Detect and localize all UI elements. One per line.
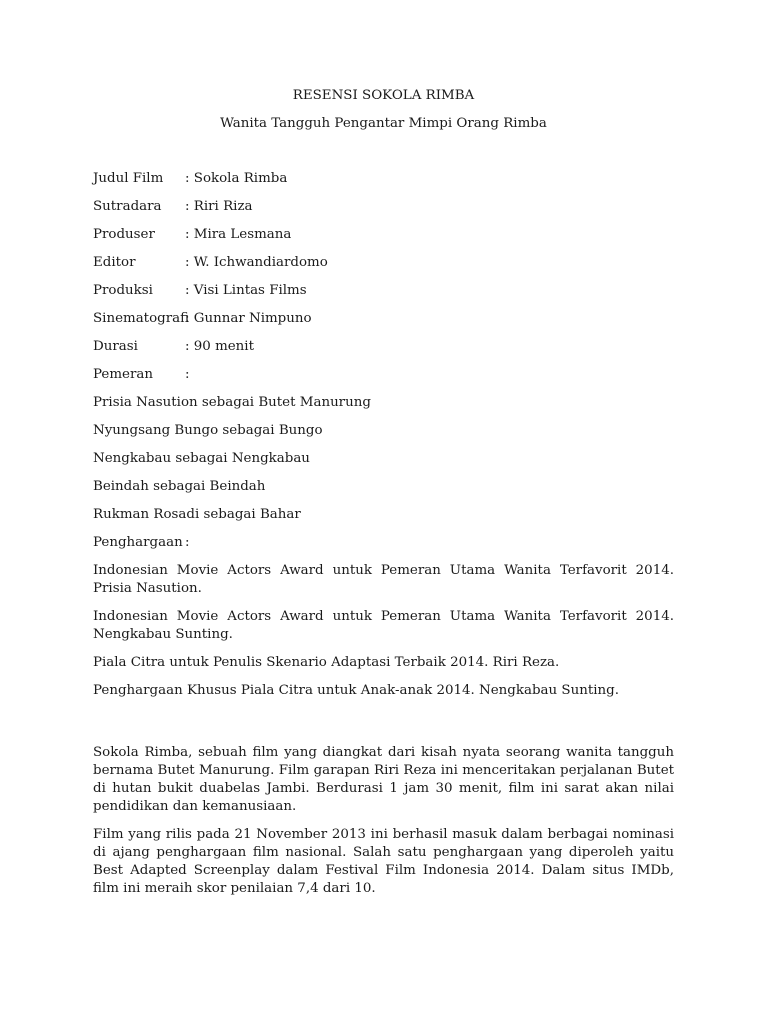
awards-label: Penghargaan (93, 535, 183, 550)
info-key: Sutradara (93, 199, 162, 214)
cast-item: Beindah sebagai Beindah (93, 479, 266, 494)
info-value: : Sokola Rimba (185, 171, 288, 186)
info-key: Pemeran (93, 367, 153, 382)
info-key: Sinematografi (93, 311, 190, 326)
review-body (93, 744, 674, 898)
body-paragraph: Film yang rilis pada 21 November 2013 ini berhasil masuk dalam berbagai nominasi di ajang penghargaan film nasional. Salah satu penghargaan yang diperoleh yaitu Best Adapted Screenplay dalam Festival Film Indonesia 2014. Dalam situs IMDb, film ini meraih skor penilaian 7,4 dari 10. (93, 827, 674, 896)
cast-list (93, 394, 674, 524)
info-row-durasi (93, 338, 674, 356)
award-item: Penghargaan Khusus Piala Citra untuk Anak-anak 2014. Nengkabau Sunting. (93, 683, 619, 698)
info-row-editor (93, 254, 674, 272)
info-row-produksi (93, 282, 674, 300)
info-value: : Riri Riza (185, 199, 253, 214)
info-value: : W. Ichwandiardomo (185, 255, 328, 270)
cast-item: Prisia Nasution sebagai Butet Manurung (93, 395, 371, 410)
info-key: Editor (93, 255, 136, 270)
info-row-judul-film (93, 170, 674, 188)
info-row-sutradara (93, 198, 674, 216)
info-key: Produksi (93, 283, 153, 298)
film-info-list (93, 170, 674, 384)
section-spacer (93, 710, 674, 744)
info-row-produser (93, 226, 674, 244)
cast-item: Rukman Rosadi sebagai Bahar (93, 507, 301, 522)
info-key: Produser (93, 227, 155, 242)
body-paragraph: Sokola Rimba, sebuah film yang diangkat dari kisah nyata seorang wanita tangguh bernama Butet Manurung. Film garapan Riri Reza ini menceritakan perjalanan Butet di hutan bukit duabelas Jambi. Berdurasi 1 jam 30 menit, film ini sarat akan nilai pendidikan dan kemanusiaan. (93, 745, 674, 814)
awards-heading (93, 534, 674, 552)
document-title: RESENSI SOKOLA RIMBA (292, 88, 475, 103)
awards-list (93, 562, 674, 700)
info-key: Judul Film (93, 171, 164, 186)
info-value: : Visi Lintas Films (185, 283, 307, 298)
document-subtitle: Wanita Tangguh Pengantar Mimpi Orang Rimba (220, 116, 547, 131)
award-item: Indonesian Movie Actors Award untuk Pemeran Utama Wanita Terfavorit 2014. Nengkabau Sunting. (93, 609, 674, 642)
info-value: : 90 menit (185, 339, 254, 354)
info-value: : (185, 367, 190, 382)
document-page (93, 87, 674, 908)
info-row-sinematografi (93, 310, 674, 328)
info-row-pemeran (93, 366, 674, 384)
info-key: Durasi (93, 339, 138, 354)
cast-item: Nengkabau sebagai Nengkabau (93, 451, 310, 466)
awards-colon: : (185, 535, 190, 550)
info-value: : Gunnar Nimpuno (185, 311, 312, 326)
info-value: : Mira Lesmana (185, 227, 292, 242)
award-item: Indonesian Movie Actors Award untuk Pemeran Utama Wanita Terfavorit 2014. Prisia Nasution. (93, 563, 674, 596)
cast-item: Nyungsang Bungo sebagai Bungo (93, 423, 323, 438)
award-item: Piala Citra untuk Penulis Skenario Adaptasi Terbaik 2014. Riri Reza. (93, 655, 560, 670)
